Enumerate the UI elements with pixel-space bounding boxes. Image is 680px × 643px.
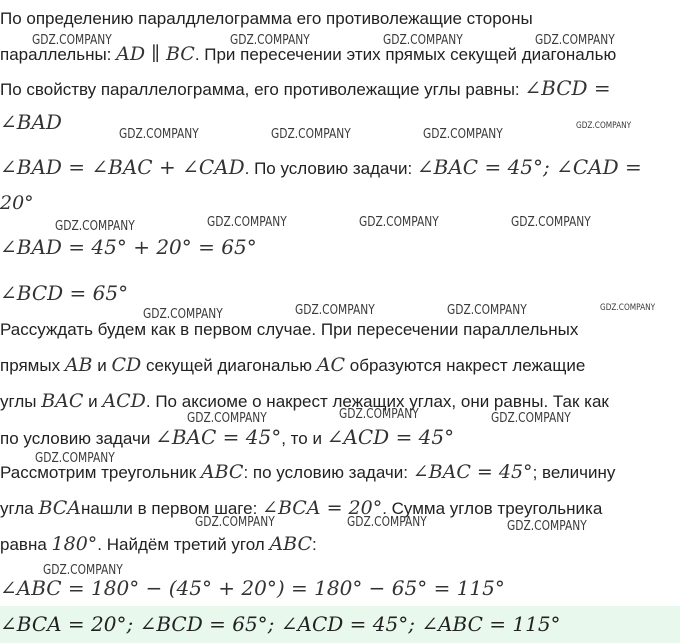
watermark: GDZ.COMPANY — [187, 411, 267, 426]
line-11-text-a: углы — [0, 392, 42, 411]
line-14-text-b: нашли в первом шаге: — [81, 499, 263, 518]
line-15-text-b: . Найдём третий угол — [97, 535, 270, 554]
line-13-text-b: : по условию задачи: — [243, 463, 413, 482]
line-12-math: ∠BAC = 45° — [155, 425, 282, 449]
line-12-text-b: , то и — [281, 429, 327, 448]
text-line-15 — [0, 532, 317, 557]
watermark: GDZ.COMPANY — [535, 33, 615, 48]
text-line-10 — [0, 353, 585, 378]
watermark: GDZ.COMPANY — [43, 563, 123, 578]
line-13-math-2: ∠BAC = 45° — [412, 461, 533, 483]
watermark: GDZ.COMPANY — [507, 519, 587, 534]
line-12-text-a: по условию задачи — [0, 429, 156, 448]
line-15-text-a: равна — [0, 535, 52, 554]
line-13-text-c: ; величину — [532, 463, 616, 482]
line-5-math-2: ∠BAC = 45°; ∠CAD = — [416, 155, 642, 179]
line-14-math-2: ∠BCA = 20° — [262, 497, 383, 519]
text-line-3 — [0, 76, 611, 102]
text-line-9 — [0, 318, 578, 342]
line-2-text-b: . При пересечении этих прямых секущей диагональю — [194, 45, 617, 64]
line-3-text-a: По свойству параллелограмма, его противолежащие углы равны: — [0, 80, 525, 99]
line-13-text-a: Рассмотрим треугольник — [0, 463, 201, 482]
watermark: GDZ.COMPANY — [207, 215, 287, 230]
watermark: GDZ.COMPANY — [423, 127, 503, 142]
line-11-text-c: . По аксиоме о накрест лежащих углах, они равны. Так как — [145, 392, 609, 411]
watermark: GDZ.COMPANY — [35, 451, 115, 466]
text-line-16 — [0, 576, 505, 602]
watermark: GDZ.COMPANY — [55, 219, 135, 234]
watermark: GDZ.COMPANY — [230, 33, 310, 48]
line-10-text-a: прямых — [0, 356, 65, 375]
line-8-math: ∠BCD = 65° — [0, 281, 129, 305]
text-line-14 — [0, 496, 602, 521]
line-10-math-2: CD — [111, 354, 142, 376]
line-10-math-3: AC — [316, 354, 346, 376]
text-line-4 — [0, 110, 62, 136]
text-line-8 — [0, 281, 128, 307]
line-10-text-d: образуются накрест лежащие — [345, 356, 586, 375]
line-15-text-c: : — [312, 535, 317, 554]
watermark: GDZ.COMPANY — [339, 407, 419, 422]
watermark: GDZ.COMPANY — [32, 33, 112, 48]
text-line-6 — [0, 191, 34, 216]
line-5-math: ∠BAD = ∠BAC + ∠CAD — [0, 155, 245, 179]
line-2-math: AD ∥ BC — [116, 43, 195, 65]
line-12-math-2: ∠ACD = 45° — [326, 425, 455, 449]
watermark: GDZ.COMPANY — [359, 215, 439, 230]
line-14-math: BCA — [38, 497, 82, 519]
watermark: GDZ.COMPANY — [576, 121, 632, 131]
line-14-text-c: . Сумма углов треугольника — [382, 499, 603, 518]
line-11-text-b: и — [83, 392, 103, 411]
text-line-5 — [0, 155, 642, 181]
line-10-text-c: секущей диагональю — [141, 356, 317, 375]
line-10-math: AB — [64, 354, 93, 376]
watermark: GDZ.COMPANY — [347, 515, 427, 530]
watermark: GDZ.COMPANY — [600, 303, 656, 313]
watermark: GDZ.COMPANY — [143, 307, 223, 322]
watermark: GDZ.COMPANY — [447, 303, 527, 318]
line-11-math-2: ACD — [102, 390, 146, 412]
line-14-text-a: угла — [0, 499, 39, 518]
answer-box — [0, 606, 680, 643]
watermark: GDZ.COMPANY — [383, 33, 463, 48]
line-10-text-b: и — [92, 356, 112, 375]
watermark: GDZ.COMPANY — [295, 303, 375, 318]
line-2-text-a: параллельны: — [0, 45, 117, 64]
watermark: GDZ.COMPANY — [511, 215, 591, 230]
line-15-math-2: ABC — [269, 533, 313, 555]
text-line-7 — [0, 235, 257, 261]
text-line-1 — [0, 7, 533, 31]
line-4-math: ∠BAD — [0, 110, 62, 134]
watermark: GDZ.COMPANY — [271, 127, 351, 142]
watermark: GDZ.COMPANY — [491, 411, 571, 426]
line-3-math: ∠BCD = — [524, 76, 611, 100]
watermark: GDZ.COMPANY — [195, 515, 275, 530]
line-7-math: ∠BAD = 45° + 20° = 65° — [0, 235, 257, 259]
line-1-text: По определению паралдлелограмма его противолежащие стороны — [0, 9, 533, 28]
line-16-math: ∠ABC = 180° − (45° + 20°) = 180° − 65° = 115° — [0, 576, 505, 600]
line-11-math: BAC — [41, 390, 84, 412]
line-13-math: ABC — [200, 461, 244, 483]
text-line-12 — [0, 425, 454, 451]
watermark: GDZ.COMPANY — [119, 127, 199, 142]
line-15-math: 180° — [51, 533, 98, 555]
line-5-text-b: . По условию задачи: — [244, 159, 417, 178]
answer-text: ∠BCA = 20°; ∠BCD = 65°; ∠ACD = 45°; ∠ABC = 115° — [0, 612, 561, 636]
line-9-text: Рассуждать будем как в первом случае. При пересечении параллельных — [0, 320, 579, 339]
line-6-math: 20° — [0, 192, 34, 214]
